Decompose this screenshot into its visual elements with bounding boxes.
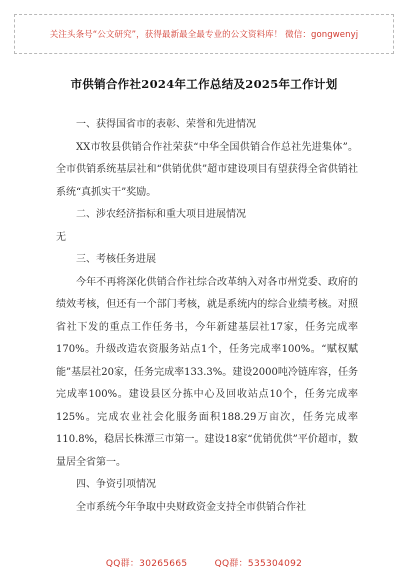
section-paragraph-4: 全市系统今年争取中央财政资金支持全市供销合作社 (76, 501, 306, 513)
footer-qq-2: QQ群：535304092 (214, 559, 303, 569)
document-body (56, 114, 358, 519)
footer-qq-1: QQ群：30265665 (105, 559, 188, 569)
banner-text: 关注头条号“公文研究”，获得最新最全最专业的公文资料库！ 微信：gongwenyj (49, 30, 359, 40)
section-heading-3: 三、考核任务进展 (76, 254, 156, 265)
top-banner (14, 14, 394, 54)
document-title: 市供销合作社2024年工作总结及2025年工作计划 (70, 77, 338, 91)
section-heading-4: 四、争资引项情况 (76, 479, 156, 490)
section-paragraph-1: XX市牧县供销合作社荣获“中华全国供销合作总社先进集体”。全市供销系统基层社和“供销优供”超市建设项目有望获得全省供销社系统“真抓实干”奖励。 (56, 141, 358, 198)
section-paragraph-2: 无 (56, 231, 66, 243)
section-heading-2: 二、涉农经济指标和重大项目进展情况 (76, 209, 246, 220)
footer-qq-groups (0, 556, 408, 569)
section-paragraph-3: 今年不再将深化供销合作社综合改革纳入对各市州党委、政府的绩效考核，但还有一个部门考核，就是系统内的综合业绩考核。对照省社下发的重点工作任务书，今年新建基层社17家，任务完成率170%。升级改造农资服务站点1个，任务完成率100%。“赋权赋能”基层社20家，任务完成率133.3%。建设2000吨冷链库容，任务完成率100%。建设县区分拣中心及回收站点10个，任务完成率125%。完成农业社会化服务面积188.29万亩次，任务完成率110.8%，稳居长株潭三市第一。建设18家“优销优供”平价超市，数量居全省第一。 (56, 276, 358, 468)
section-heading-1: 一、获得国省市的表彰、荣誉和先进情况 (76, 119, 256, 130)
